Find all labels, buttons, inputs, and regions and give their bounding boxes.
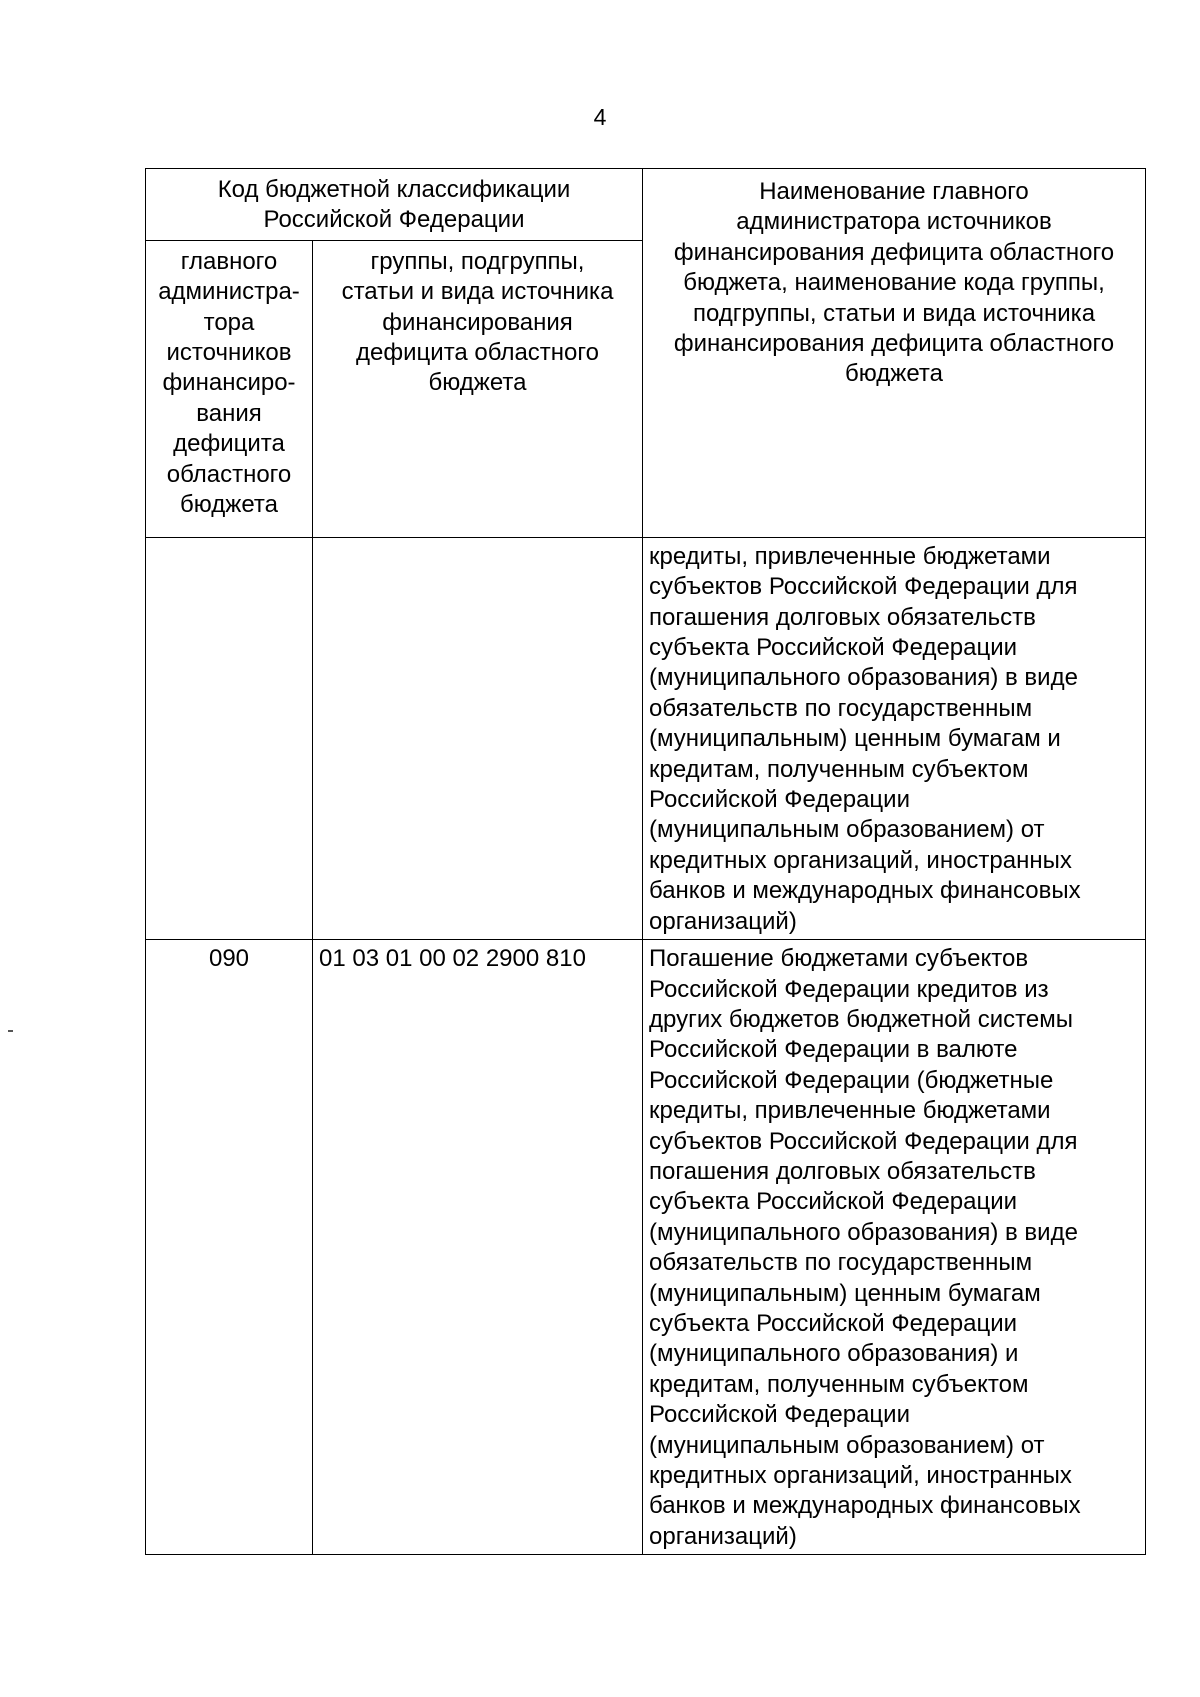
header-name-column-title: Наименование главного администратора источников финансирования дефицита областного бюджета, наименование кода группы, подгруппы, статьи и вида источника финансирования дефицита областного бюджета [643,169,1146,538]
table-row [146,537,1146,939]
header-admin-column-title: главного администра- тора источников финансиро- вания дефицита областного бюджета [146,240,313,537]
table-header-row [146,169,1146,241]
admin-code-cell [146,537,313,939]
header-code-column-title: группы, подгруппы, статьи и вида источника финансирования дефицита областного бюджета [313,240,643,537]
budget-classification-table [145,168,1146,1555]
source-name-cell: кредиты, привлеченные бюджетами субъектов Российской Федерации для погашения долговых обязательств субъекта Российской Федерации (муниципального образования) в виде обязательств по государственным (муниципальным) ценным бумагам и кредитам, полученным субъектом Российской Федерации (муниципальным образованием) от кредитных организаций, иностранных банков и международных финансовых организаций) [643,537,1146,939]
source-name-cell: Погашение бюджетами субъектов Российской Федерации кредитов из других бюджетов бюджетной системы Российской Федерации в валюте Российской Федерации (бюджетные кредиты, привлеченные бюджетами субъектов Российской Федерации для погашения долговых обязательств субъекта Российской Федерации (муниципального образования) в виде обязательств по государственным (муниципальным) ценным бумагам субъекта Российской Федерации (муниципального образования) и кредитам, полученным субъектом Российской Федерации (муниципальным образованием) от кредитных организаций, иностранных банков и международных финансовых организаций) [643,940,1146,1555]
admin-code-cell: 090 [146,940,313,1555]
source-code-cell: 01 03 01 00 02 2900 810 [313,940,643,1555]
scan-artifact-mark [8,1030,13,1032]
page-number: 4 [593,104,607,130]
header-code-group-title: Код бюджетной классификации Российской Федерации [146,169,643,241]
table-row [146,940,1146,1555]
source-code-cell [313,537,643,939]
